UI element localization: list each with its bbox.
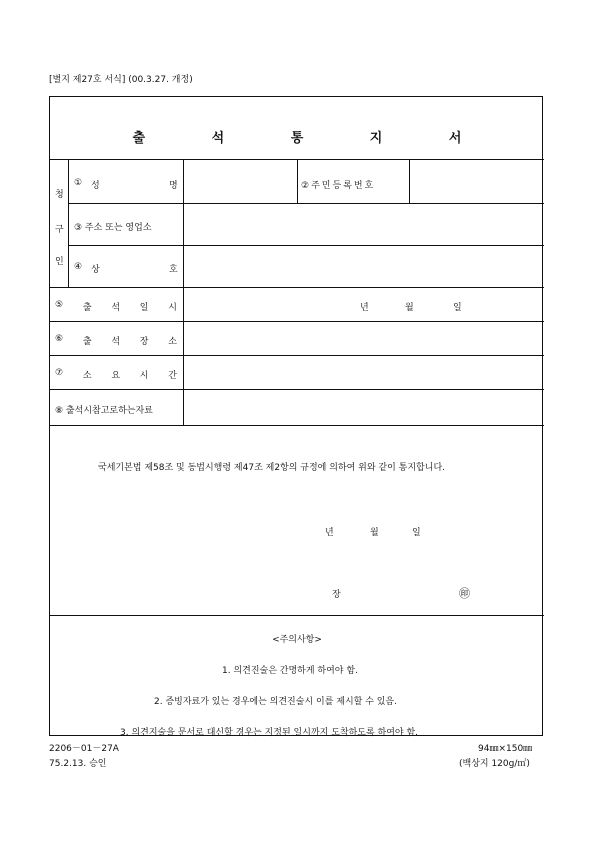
applicant-label-3: 인	[55, 257, 64, 267]
duration-field[interactable]	[185, 357, 541, 387]
form-number-header: [별지 제27호 서식] (00.3.27. 개정)	[49, 75, 193, 85]
chief-title: 장	[332, 590, 341, 600]
attendance-year-unit: 년	[360, 303, 369, 313]
resident-number-label: ②주민등록번호	[301, 181, 376, 191]
attendance-date-char: 석	[111, 303, 121, 313]
attendance-date-label	[55, 300, 177, 313]
attendance-place-char: 장	[139, 337, 149, 347]
duration-char: 간	[168, 371, 177, 381]
duration-char: 소	[82, 371, 92, 381]
attendance-day-unit: 일	[453, 303, 462, 313]
row-divider	[50, 425, 544, 426]
row-divider	[68, 203, 544, 204]
note-item: 3. 의견지술을 문서로 대신할 경우는 지정된 일시까지 도착하도록 하여야 함.	[120, 728, 419, 738]
attendance-date-char: 출	[82, 303, 92, 313]
reference-label: ⑧ 출석시참고로하는자료	[55, 406, 153, 416]
row-divider	[50, 321, 544, 322]
duration-number: ⑦	[55, 368, 64, 378]
row-divider	[50, 615, 544, 616]
approval-date: 75.2.13. 승인	[49, 759, 107, 769]
column-divider	[297, 159, 298, 203]
duration-char: 요	[111, 371, 121, 381]
applicant-label-1: 청	[55, 190, 64, 200]
attendance-place-char: 소	[168, 337, 177, 347]
name-label-a: 성	[91, 181, 100, 191]
attendance-place-char: 석	[111, 337, 121, 347]
form-code: 2206－01－27A	[49, 744, 119, 754]
trade-name-number: ④	[74, 262, 83, 272]
attendance-date-char: 시	[168, 303, 177, 313]
attendance-place-char: 출	[82, 337, 92, 347]
paper-size: 94㎜×150㎜	[478, 744, 533, 754]
reference-field[interactable]	[185, 391, 541, 423]
resident-number-field[interactable]	[411, 163, 541, 201]
seal-mark: ㊞	[459, 587, 470, 600]
attendance-month-unit: 월	[405, 303, 414, 313]
attendance-place-field[interactable]	[185, 323, 541, 353]
attendance-place-label	[55, 334, 177, 347]
trade-name-field[interactable]	[185, 249, 541, 285]
attendance-notice-form	[49, 96, 543, 736]
row-divider	[50, 287, 544, 288]
note-item: 1. 의견진술은 간명하게 하여야 함.	[222, 666, 358, 676]
address-label: ③ 주소 또는 영업소	[74, 223, 152, 233]
sign-year-unit: 년	[325, 528, 334, 538]
column-divider	[68, 159, 69, 287]
attendance-date-char: 일	[139, 303, 149, 313]
sign-month-unit: 월	[370, 528, 379, 538]
column-divider	[183, 159, 184, 425]
attendance-date-number: ⑤	[55, 300, 64, 310]
row-divider	[50, 355, 544, 356]
note-item: 2. 증빙자료가 있는 경우에는 의견진술시 이를 제시할 수 있음.	[154, 697, 397, 707]
column-divider	[409, 159, 410, 203]
name-label-b: 명	[169, 181, 178, 191]
attendance-place-number: ⑥	[55, 334, 64, 344]
form-title: 출 석 통 지 서	[132, 131, 493, 146]
duration-char: 시	[139, 371, 149, 381]
name-number: ①	[74, 178, 83, 188]
row-divider	[50, 389, 544, 390]
duration-label	[55, 368, 177, 381]
trade-name-label-b: 호	[169, 265, 178, 275]
row-divider	[68, 245, 544, 246]
notes-title: <주의사항>	[272, 635, 322, 645]
notification-statement: 국세기본법 제58조 및 동법시행령 제47조 제2항의 규정에 의하여 위와 같이 통지합니다.	[98, 463, 446, 473]
paper-type: (백상지 120g/㎡)	[459, 759, 530, 769]
applicant-label-2: 구	[55, 225, 64, 235]
name-field[interactable]	[185, 163, 295, 201]
address-field[interactable]	[185, 207, 541, 243]
sign-day-unit: 일	[412, 528, 421, 538]
trade-name-label-a: 상	[91, 265, 100, 275]
